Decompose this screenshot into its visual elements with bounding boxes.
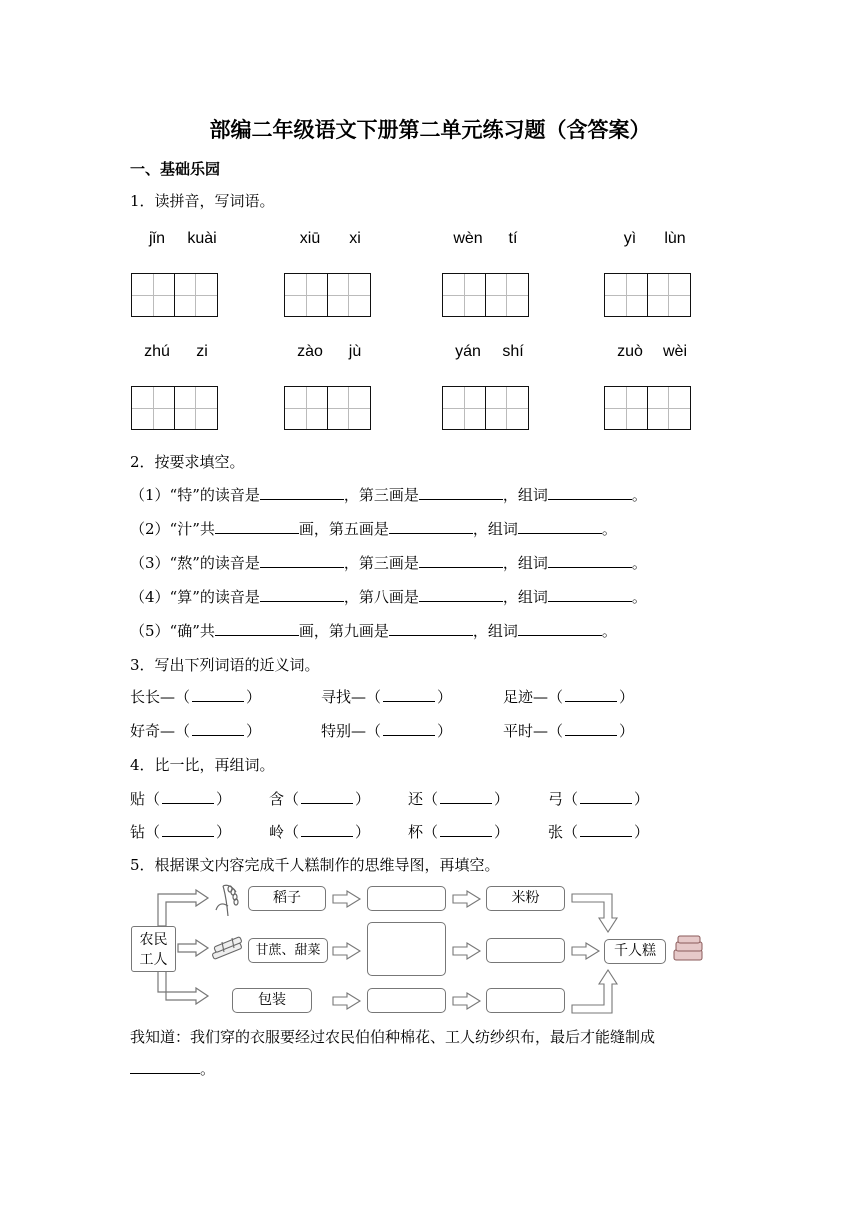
pinyin-syllable: zào xyxy=(297,343,323,360)
fill-text: （1）“特”的读音是 xyxy=(130,486,260,504)
rice-box: 稻子 xyxy=(248,886,326,911)
fill-text: 画，第九画是 xyxy=(298,622,389,640)
fill-text: ，第八画是 xyxy=(343,588,419,606)
item-label: 还（ xyxy=(408,790,439,808)
fill-text: （4）“算”的读音是 xyxy=(130,588,260,606)
item-label: 含（ xyxy=(269,790,300,808)
close-paren: ） xyxy=(619,688,635,706)
close-paren: ） xyxy=(437,688,453,706)
start-label-1: 农民 xyxy=(139,932,168,948)
fill-text: 。 xyxy=(631,554,647,572)
item-label: 足迹—（ xyxy=(503,688,564,706)
q4-prompt: 4．比一比，再组词。 xyxy=(130,756,275,774)
close-paren: ） xyxy=(355,823,371,841)
item-label: 好奇—（ xyxy=(130,722,191,740)
close-paren: ） xyxy=(494,790,510,808)
fill-text: 。 xyxy=(631,486,647,504)
period: 。 xyxy=(200,1060,216,1078)
pinyin-syllable: zi xyxy=(196,343,208,360)
pinyin-syllable: yì xyxy=(623,230,637,247)
item-label: 寻找—（ xyxy=(321,688,382,706)
item-label: 弓（ xyxy=(548,790,579,808)
pinyin-syllable: yán xyxy=(455,343,481,360)
answer-blank[interactable] xyxy=(130,1059,200,1074)
fill-text: ，组词 xyxy=(472,520,518,538)
close-paren: ） xyxy=(246,688,262,706)
close-paren: ） xyxy=(634,790,650,808)
item-label: 平时—（ xyxy=(503,722,564,740)
fill-text: （5）“确”共 xyxy=(130,622,215,640)
fill-text: （2）“汁”共 xyxy=(130,520,215,538)
pinyin-syllable: wèi xyxy=(662,343,687,360)
fill-text: （3）“熬”的读音是 xyxy=(130,554,260,572)
fill-text: ，组词 xyxy=(472,622,518,640)
sugarcane-box: 甘蔗、甜菜 xyxy=(248,938,328,963)
flour-box: 米粉 xyxy=(486,886,565,911)
item-label: 贴（ xyxy=(130,790,161,808)
item-label: 岭（ xyxy=(269,823,300,841)
pinyin-syllable: xi xyxy=(349,230,361,247)
fill-text: ，组词 xyxy=(502,486,548,504)
q5-note: 我知道：我们穿的衣服要经过农民伯伯种棉花、工人纺纱织布，最后才能缝制成 xyxy=(130,1028,656,1046)
close-paren: ） xyxy=(619,722,635,740)
pinyin-syllable: lùn xyxy=(664,230,686,247)
close-paren: ） xyxy=(246,722,262,740)
pinyin-syllable: wèn xyxy=(453,230,483,247)
item-label: 杯（ xyxy=(408,823,439,841)
close-paren: ） xyxy=(634,823,650,841)
q3-prompt: 3．写出下列词语的近义词。 xyxy=(130,656,320,674)
result-box: 千人糕 xyxy=(604,939,666,964)
fill-text: ，第三画是 xyxy=(343,554,419,572)
fill-text: 画，第五画是 xyxy=(298,520,389,538)
close-paren: ） xyxy=(437,722,453,740)
pinyin-syllable: kuài xyxy=(187,230,217,247)
pinyin-syllable: jǐn xyxy=(148,230,165,247)
fill-text: 。 xyxy=(601,520,617,538)
fill-text: 。 xyxy=(631,588,647,606)
q1-prompt: 1．读拼音，写词语。 xyxy=(130,192,275,210)
q5-prompt: 5．根据课文内容完成千人糕制作的思维导图，再填空。 xyxy=(130,856,500,874)
item-label: 张（ xyxy=(548,823,579,841)
close-paren: ） xyxy=(355,790,371,808)
pinyin-syllable: zuò xyxy=(617,343,643,360)
pinyin-syllable: tí xyxy=(508,230,518,247)
fill-text: ，第三画是 xyxy=(343,486,419,504)
pinyin-syllable: zhú xyxy=(144,343,170,360)
item-label: 钻（ xyxy=(130,823,161,841)
pinyin-syllable: jù xyxy=(348,343,362,360)
close-paren: ） xyxy=(216,790,232,808)
pinyin-syllable: xiū xyxy=(299,230,321,247)
fill-text: 。 xyxy=(601,622,617,640)
close-paren: ） xyxy=(494,823,510,841)
section-heading: 一、基础乐园 xyxy=(130,160,221,178)
item-label: 长长—（ xyxy=(130,688,191,706)
packaging-box: 包装 xyxy=(232,988,312,1013)
start-label-2: 工人 xyxy=(139,952,168,968)
q5-note-end xyxy=(130,1058,215,1079)
pinyin-syllable: shí xyxy=(502,343,524,360)
item-label: 特别—（ xyxy=(321,722,382,740)
fill-text: ，组词 xyxy=(502,554,548,572)
close-paren: ） xyxy=(216,823,232,841)
q2-prompt: 2．按要求填空。 xyxy=(130,453,245,471)
fill-text: ，组词 xyxy=(502,588,548,606)
page-title: 部编二年级语文下册第二单元练习题（含答案） xyxy=(209,117,651,142)
